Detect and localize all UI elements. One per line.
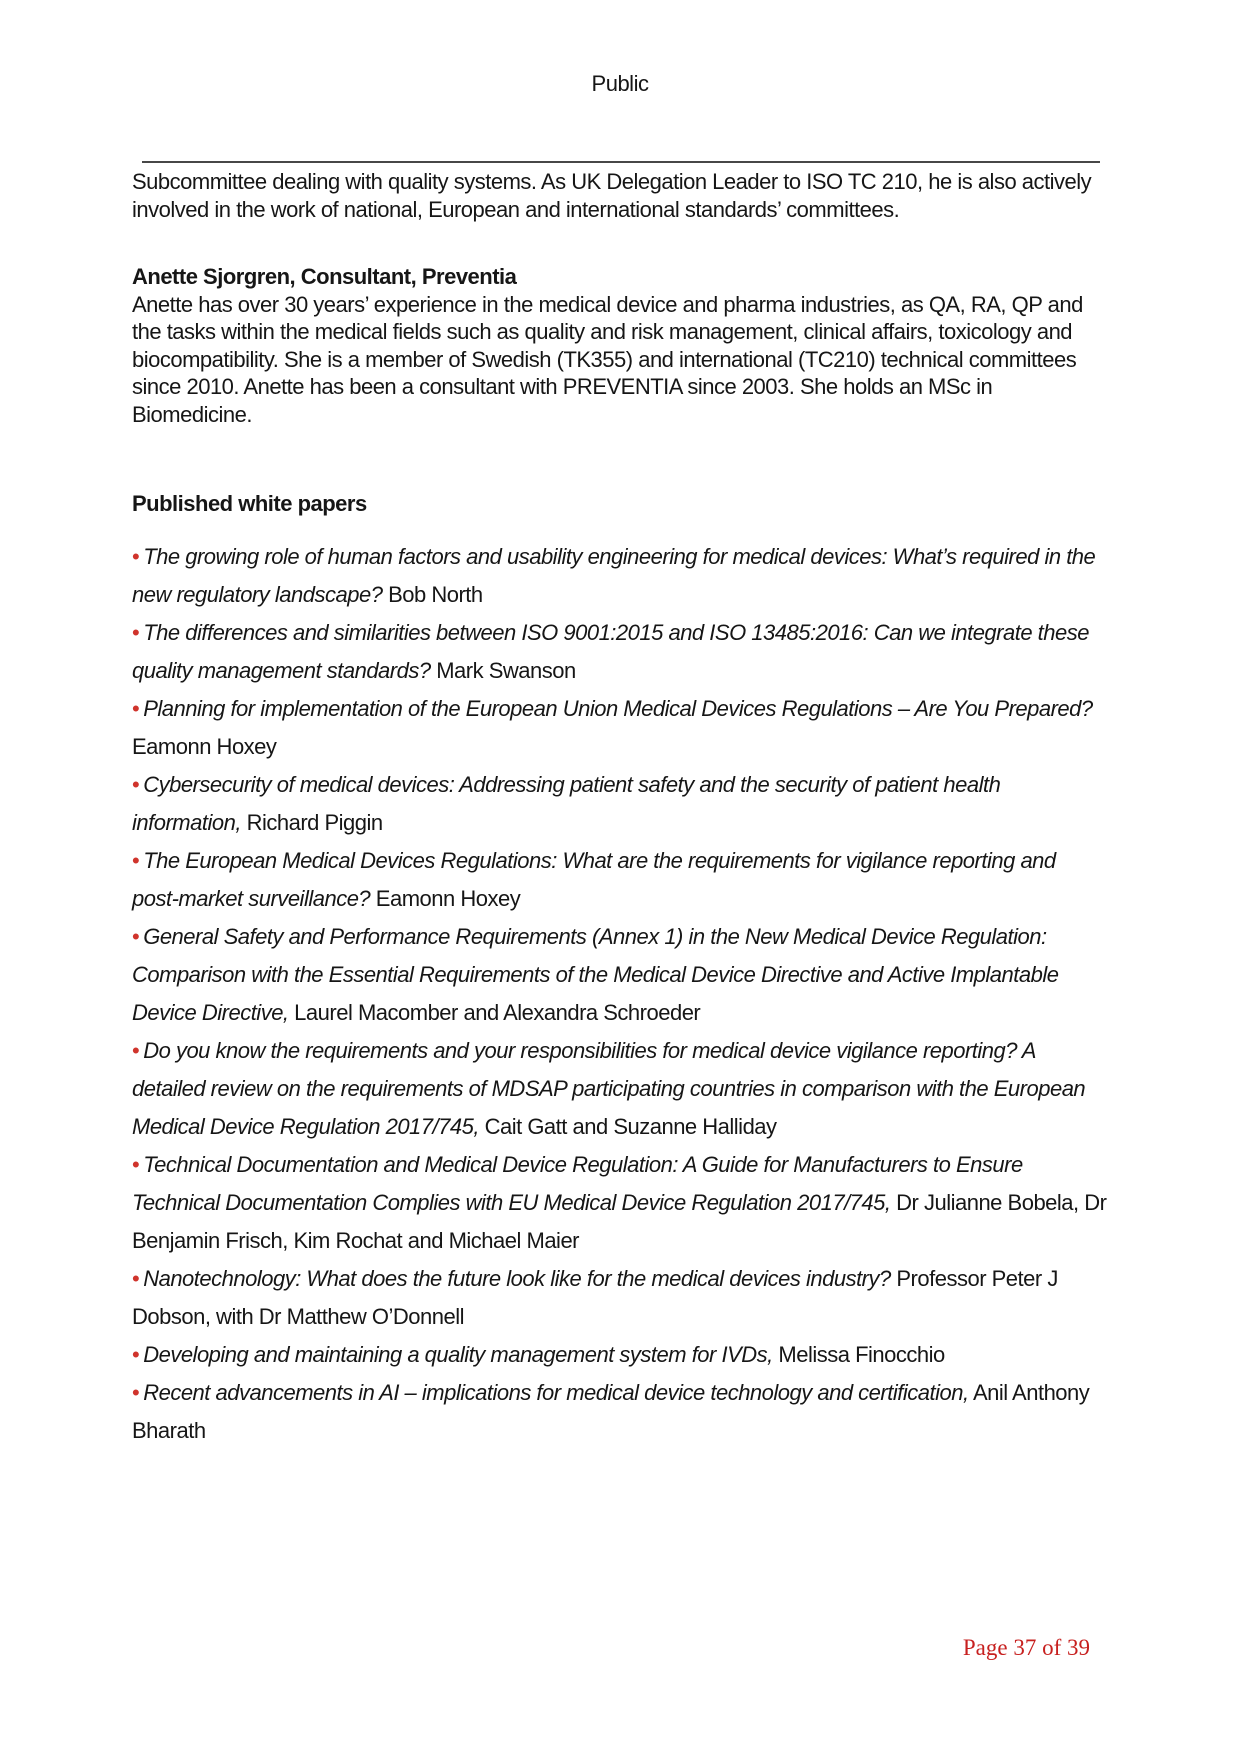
white-paper-title: General Safety and Performance Requirements (Annex 1) in the New Medical Device Regulation: Comparison with the Essential Requirements of the Medical Device Directive and Active Implantable Device Directive, (132, 923, 1059, 1025)
white-paper-item (132, 766, 1107, 842)
white-paper-item (132, 1336, 1107, 1374)
white-paper-item (132, 614, 1107, 690)
white-paper-item (132, 690, 1107, 766)
white-paper-item (132, 1146, 1107, 1260)
white-paper-authors: Cait Gatt and Suzanne Halliday (484, 1113, 777, 1139)
white-paper-title: Recent advancements in AI – implications for medical device technology and certification, (143, 1379, 969, 1405)
intro-paragraph: Subcommittee dealing with quality systems. As UK Delegation Leader to ISO TC 210, he is also actively involved in the work of national, European and international standards’ committees. (132, 169, 1092, 222)
white-paper-authors: Dr Julianne Bobela, Dr Benjamin Frisch, Kim Rochat and Michael Maier (132, 1189, 1107, 1253)
white-paper-authors: Mark Swanson (436, 657, 576, 683)
white-paper-authors: Eamonn Hoxey (132, 733, 277, 759)
white-paper-authors: Laurel Macomber and Alexandra Schroeder (294, 999, 701, 1025)
white-paper-title: Developing and maintaining a quality management system for IVDs, (143, 1341, 773, 1367)
bullet-icon: • (132, 1341, 140, 1367)
white-paper-authors: Professor Peter J Dobson, with Dr Matthew O’Donnell (132, 1265, 1058, 1329)
bio-section (132, 263, 1107, 428)
white-paper-title: The growing role of human factors and usability engineering for medical devices: What’s required in the new regulatory landscape? (132, 543, 1096, 607)
white-paper-title: Do you know the requirements and your responsibilities for medical device vigilance reporting? A detailed review on the requirements of MDSAP participating countries in comparison with the European Medical Device Regulation 2017/745, (132, 1037, 1086, 1139)
bio-heading: Anette Sjorgren, Consultant, Preventia (132, 264, 517, 289)
bullet-icon: • (132, 1379, 140, 1405)
bullet-icon: • (132, 771, 140, 797)
white-papers-heading: Published white papers (132, 491, 367, 516)
white-paper-item (132, 1260, 1107, 1336)
white-paper-title: Technical Documentation and Medical Device Regulation: A Guide for Manufacturers to Ensure Technical Documentation Complies with EU Medical Device Regulation 2017/745, (132, 1151, 1023, 1215)
white-paper-authors: Bob North (388, 581, 483, 607)
white-paper-title: Cybersecurity of medical devices: Addressing patient safety and the security of patient health information, (132, 771, 1001, 835)
white-paper-item (132, 842, 1107, 918)
white-papers-list (132, 538, 1107, 1450)
bullet-icon: • (132, 847, 140, 873)
white-paper-item (132, 538, 1107, 614)
white-paper-authors: Anil Anthony Bharath (132, 1379, 1090, 1443)
white-paper-authors: Melissa Finocchio (778, 1341, 945, 1367)
bullet-icon: • (132, 1265, 140, 1291)
white-paper-authors: Richard Piggin (246, 809, 383, 835)
bullet-icon: • (132, 543, 140, 569)
header-classification-label: Public (591, 71, 649, 96)
bullet-icon: • (132, 1151, 140, 1177)
page-header (0, 0, 1240, 98)
white-paper-item (132, 918, 1107, 1032)
white-paper-item (132, 1374, 1107, 1450)
white-paper-title: Planning for implementation of the European Union Medical Devices Regulations – Are You Prepared? (143, 695, 1093, 721)
bullet-icon: • (132, 695, 140, 721)
page-number-label: Page 37 of 39 (962, 1635, 1090, 1660)
header-rule (142, 161, 1100, 163)
bio-body: Anette has over 30 years’ experience in the medical device and pharma industries, as QA, RA, QP and the tasks within the medical fields such as quality and risk management, clinical affairs, toxicology and biocompatibility. She is a member of Swedish (TK355) and international (TC210) technical committees since 2010. Anette has been a consultant with PREVENTIA since 2003. She holds an MSc in Biomedicine. (132, 291, 1083, 427)
white-paper-title: Nanotechnology: What does the future look like for the medical devices industry? (143, 1265, 891, 1291)
document-content (0, 168, 1240, 1450)
bullet-icon: • (132, 1037, 140, 1063)
page-footer (963, 1634, 1090, 1662)
white-paper-authors: Eamonn Hoxey (375, 885, 521, 911)
white-paper-title: The differences and similarities between ISO 9001:2015 and ISO 13485:2016: Can we integrate these quality management standards? (132, 619, 1089, 683)
white-paper-item (132, 1032, 1107, 1146)
bullet-icon: • (132, 923, 140, 949)
bullet-icon: • (132, 619, 140, 645)
white-paper-title: The European Medical Devices Regulations: What are the requirements for vigilance reporting and post-market surveillance? (132, 847, 1056, 911)
